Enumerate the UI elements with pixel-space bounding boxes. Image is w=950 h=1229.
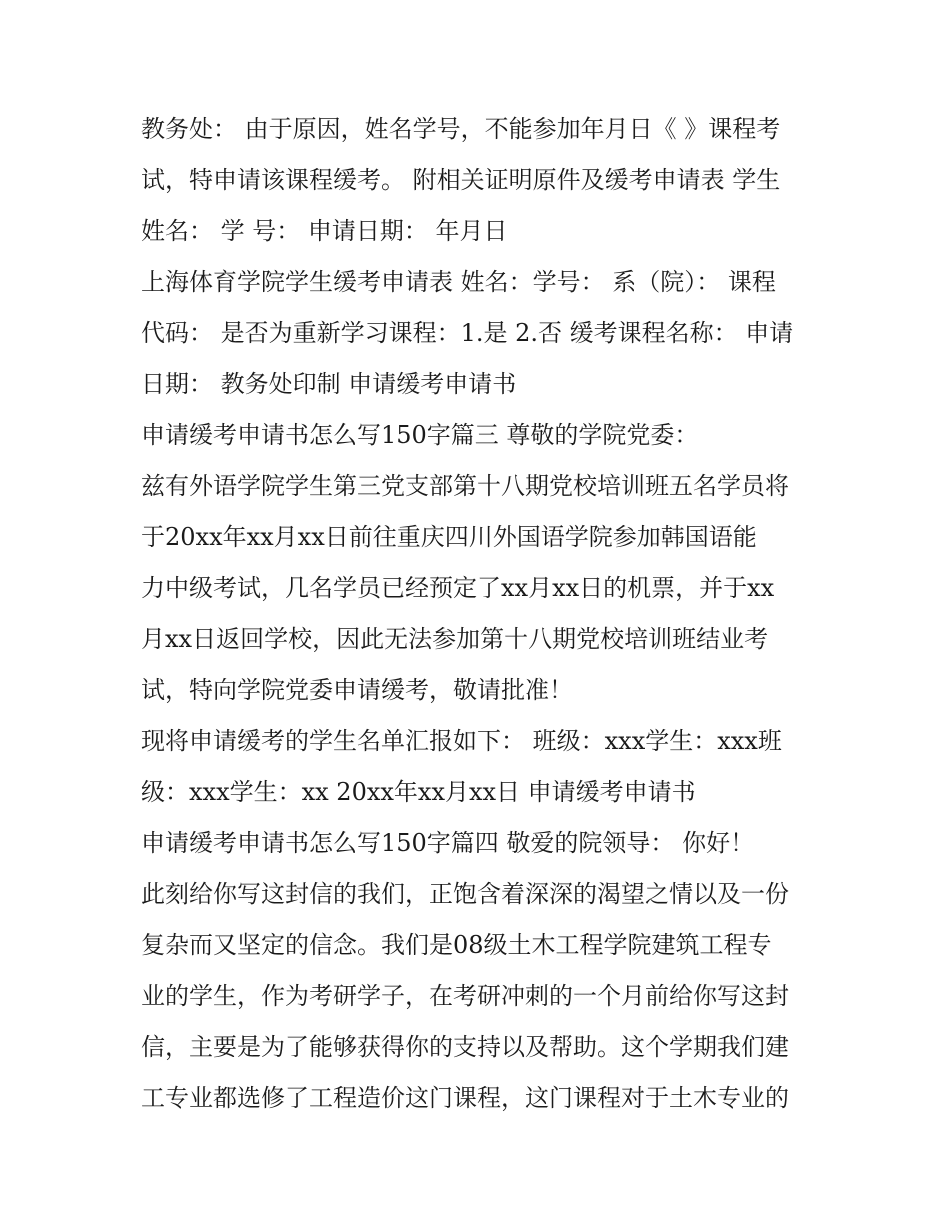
text-line: 日期： 教务处印制 申请缓考申请书 [141,370,517,398]
text-line: 代码： 是否为重新学习课程：1.是 2.否 缓考课程名称： 申请 [141,319,794,347]
text-line: 工专业都选修了工程造价这门课程，这门课程对于土木专业的 [141,1084,789,1112]
text-line: 申请缓考申请书怎么写150字篇三 尊敬的学院党委： [141,421,699,449]
text-line: 试，特申请该课程缓考。 附相关证明原件及缓考申请表 学生 [141,166,781,194]
text-line: 业的学生，作为考研学子，在考研冲刺的一个月前给你写这封 [141,982,789,1010]
text-line: 复杂而又坚定的信念。我们是08级土木工程学院建筑工程专 [141,931,772,959]
text-line: 姓名： 学 号： 申请日期： 年月日 [141,217,508,245]
text-line: 试，特向学院党委申请缓考，敬请批准！ [141,676,573,704]
text-line: 月xx日返回学校，因此无法参加第十八期党校培训班结业考 [141,625,769,653]
text-line: 教务处： 由于原因，姓名学号，不能参加年月日《 》课程考 [141,115,781,143]
text-line: 级：xxx学生：xx 20xx年xx月xx日 申请缓考申请书 [141,778,696,806]
text-line: 于20xx年xx月xx日前往重庆四川外国语学院参加韩国语能 [141,523,757,551]
text-line: 申请缓考申请书怎么写150字篇四 敬爱的院领导： 你好！ [141,829,755,857]
text-line: 此刻给你写这封信的我们，正饱含着深深的渴望之情以及一份 [141,880,789,908]
text-line: 兹有外语学院学生第三党支部第十八期党校培训班五名学员将 [141,472,789,500]
document-body [141,104,821,1124]
text-line: 力中级考试，几名学员已经预定了xx月xx日的机票，并于xx [141,574,775,602]
text-line: 现将申请缓考的学生名单汇报如下： 班级：xxx学生：xxx班 [141,727,782,755]
text-line: 上海体育学院学生缓考申请表 姓名：学号： 系（院）： 课程 [141,268,776,296]
text-line: 信，主要是为了能够获得你的支持以及帮助。这个学期我们建 [141,1033,789,1061]
